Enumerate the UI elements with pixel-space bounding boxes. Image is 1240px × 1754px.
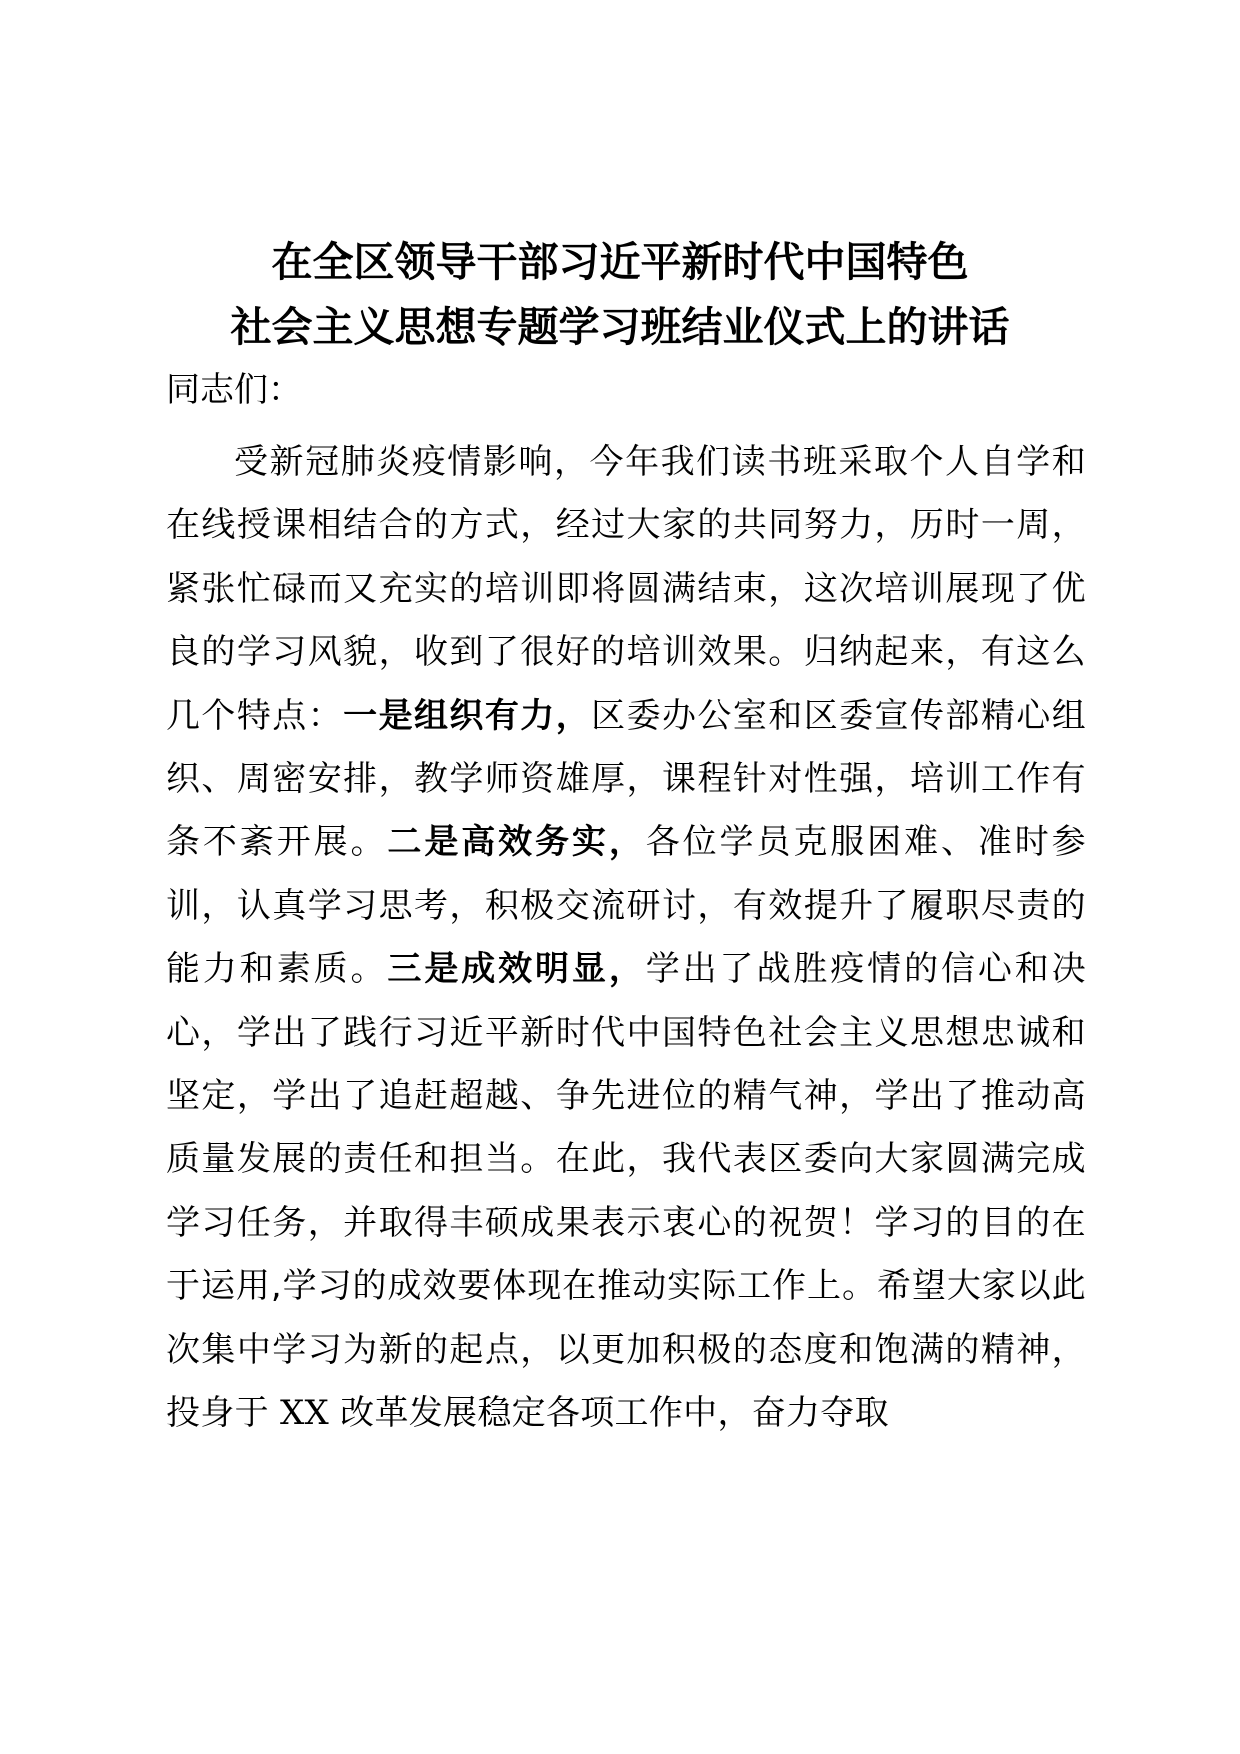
highlight-point-3: 三是成效明显， bbox=[387, 949, 646, 990]
placeholder-xx: XX bbox=[280, 1393, 330, 1434]
document-title-line-1: 在全区领导干部习近平新时代中国特色 bbox=[271, 238, 969, 286]
highlight-point-2: 二是高效务实， bbox=[387, 822, 646, 863]
paragraph-text-2: 区委办公室和区委宣传部精心组织、周密安排，教学师资雄厚，课程针对性强，培训工作有条不紊开展。 bbox=[166, 695, 1086, 863]
document-title-line-2: 社会主义思想专题学习班结业仪式上的讲话 bbox=[230, 303, 1010, 351]
paragraph-text-3: 各位学员克服困难、准时参训，认真学习思考，积极交流研讨，有效提升了履职尽责的能力和素质。 bbox=[166, 822, 1086, 990]
paragraph-text-5: 改革发展稳定各项工作中，奋力夺取 bbox=[340, 1393, 889, 1434]
paragraph-text-4: 学出了战胜疫情的信心和决心，学出了践行习近平新时代中国特色社会主义思想忠诚和坚定，学出了追赶超越、争先进位的精气神，学出了推动高质量发展的责任和担当。在此，我代表区委向大家圆满完成学习任务，并取得丰硕成果表示衷心的祝贺！学习的目的在于运用,学习的成效要体现在推动实际工作上。希望大家以此次集中学习为新的起点，以更加积极的态度和饱满的精神，投身于 bbox=[166, 949, 1086, 1434]
highlight-point-1: 一是组织有力， bbox=[343, 695, 592, 736]
salutation: 同志们： bbox=[166, 370, 302, 410]
paragraph-text-1: 受新冠肺炎疫情影响，今年我们读书班采取个人自学和在线授课相结合的方式，经过大家的共同努力，历时一周，紧张忙碌而又充实的培训即将圆满结束，这次培训展现了优良的学习风貌，收到了很好的培训效果。归纳起来，有这么几个特点： bbox=[166, 442, 1086, 736]
body-paragraph bbox=[166, 431, 1086, 1446]
